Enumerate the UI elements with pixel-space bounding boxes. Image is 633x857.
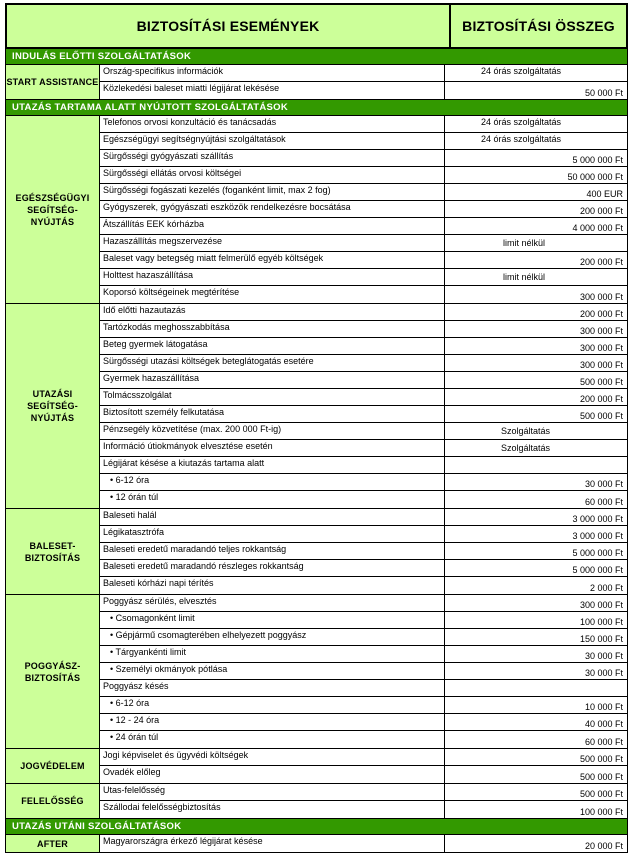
event-name: • 12 órán túl	[100, 491, 445, 508]
event-name: Baleseti kórházi napi térítés	[100, 577, 445, 594]
event-name: Gyermek hazaszállítása	[100, 372, 445, 388]
category-label: EGÉSZSÉGÜGYI SEGÍTSÉG-NYÚJTÁS	[6, 116, 100, 303]
table-row	[100, 577, 627, 594]
table-row	[100, 286, 627, 303]
event-name: • Csomagonként limit	[100, 612, 445, 628]
event-name: Baleset vagy betegség miatt felmerülő egyéb költségek	[100, 252, 445, 268]
table-row	[100, 440, 627, 457]
amount-value: 200 000 Ft	[579, 206, 623, 216]
table-row	[100, 749, 627, 766]
category-items	[100, 65, 627, 99]
table-row	[100, 218, 627, 235]
amount-value: 300 000 Ft	[579, 292, 623, 302]
table-row	[100, 474, 627, 491]
amount-value: 200 000 Ft	[579, 309, 623, 319]
amount-value: 5 000 000 Ft	[572, 548, 623, 558]
amount-value: 200 000 Ft	[579, 257, 623, 267]
table-row	[100, 663, 627, 680]
event-name: Utas-felelősség	[100, 784, 445, 800]
event-name: Egészségügyi segítségnyújtási szolgáltatások	[100, 133, 445, 149]
table-row	[100, 133, 627, 150]
amount-value	[445, 457, 627, 473]
event-name: Tolmácsszolgálat	[100, 389, 445, 405]
event-name: • 12 - 24 óra	[100, 714, 445, 730]
event-name: Telefonos orvosi konzultáció és tanácsadás	[100, 116, 445, 132]
event-name: • Tárgyankénti limit	[100, 646, 445, 662]
table-row	[100, 355, 627, 372]
event-name: Légikatasztrófa	[100, 526, 445, 542]
table-row	[100, 201, 627, 218]
table-body	[5, 49, 628, 853]
table-row	[100, 543, 627, 560]
category-items	[100, 749, 627, 783]
table-row	[100, 338, 627, 355]
amount-value: 500 000 Ft	[579, 772, 623, 782]
event-name: Jogi képviselet és ügyvédi költségek	[100, 749, 445, 765]
amount-value: 500 000 Ft	[579, 789, 623, 799]
amount-value: 150 000 Ft	[579, 634, 623, 644]
table-row	[100, 116, 627, 133]
category-group	[5, 65, 628, 100]
table-row	[100, 509, 627, 526]
event-name: Holttest hazaszállítása	[100, 269, 445, 285]
amount-value	[445, 680, 627, 696]
table-row	[100, 321, 627, 338]
amount-value: 100 000 Ft	[579, 617, 623, 627]
amount-value: 4 000 000 Ft	[572, 223, 623, 233]
event-name: Sürgősségi ellátás orvosi költségei	[100, 167, 445, 183]
event-name: Beteg gyermek látogatása	[100, 338, 445, 354]
event-name: Magyarországra érkező légijárat késése	[100, 835, 445, 852]
amount-value: 60 000 Ft	[584, 737, 623, 747]
table-row	[100, 82, 627, 99]
amount-value: 500 000 Ft	[579, 377, 623, 387]
event-name: • Személyi okmányok pótlása	[100, 663, 445, 679]
header-amount: BIZTOSÍTÁSI ÖSSZEG	[462, 18, 615, 34]
category-items	[100, 116, 627, 303]
table-row	[100, 457, 627, 474]
category-group	[5, 509, 628, 595]
table-row	[100, 423, 627, 440]
event-name: Sürgősségi utazási költségek beteglátogatás esetére	[100, 355, 445, 371]
table-row	[100, 184, 627, 201]
event-name: Pénzsegély közvetítése (max. 200 000 Ft-ig)	[100, 423, 445, 439]
table-row	[100, 269, 627, 286]
table-row	[100, 766, 627, 783]
table-row	[100, 731, 627, 748]
event-name: Ovadék előleg	[100, 766, 445, 783]
event-name: Idő előtti hazautazás	[100, 304, 445, 320]
event-name: • 6-12 óra	[100, 697, 445, 713]
category-group	[5, 749, 628, 784]
table-row	[100, 235, 627, 252]
table-row	[100, 629, 627, 646]
category-label: JOGVÉDELEM	[6, 749, 100, 783]
section-title: INDULÁS ELŐTTI SZOLGÁLTATÁSOK	[5, 49, 628, 65]
event-name: Tartózkodás meghosszabbítása	[100, 321, 445, 337]
amount-value: 300 000 Ft	[579, 600, 623, 610]
amount-value: 5 000 000 Ft	[572, 155, 623, 165]
event-name: Sürgősségi fogászati kezelés (foganként limit, max 2 fog)	[100, 184, 445, 200]
event-name: Koporsó költségeinek megtérítése	[100, 286, 445, 303]
category-label: BALESET-BIZTOSÍTÁS	[6, 509, 100, 594]
amount-value: 30 000 Ft	[584, 651, 623, 661]
amount-value: 24 órás szolgáltatás	[481, 134, 562, 144]
amount-value: 24 órás szolgáltatás	[481, 117, 562, 127]
amount-value: 50 000 000 Ft	[567, 172, 623, 182]
amount-value: 400 EUR	[586, 189, 623, 199]
table-row	[100, 526, 627, 543]
table-row	[100, 801, 627, 818]
amount-value: 500 000 Ft	[579, 411, 623, 421]
table-row	[100, 252, 627, 269]
insurance-table	[5, 3, 628, 853]
amount-value: limit nélkül	[503, 272, 546, 282]
amount-value: 50 000 Ft	[584, 88, 623, 98]
category-label: POGGYÁSZ-BIZTOSÍTÁS	[6, 595, 100, 748]
table-row	[100, 714, 627, 731]
table-row	[100, 65, 627, 82]
category-group	[5, 116, 628, 304]
event-name: Közlekedési baleset miatti légijárat lekésése	[100, 82, 445, 99]
event-name: Baleseti halál	[100, 509, 445, 525]
amount-value: 3 000 000 Ft	[572, 531, 623, 541]
table-row	[100, 406, 627, 423]
header-events: BIZTOSÍTÁSI ESEMÉNYEK	[7, 5, 451, 47]
category-label: START ASSISTANCE	[6, 65, 100, 99]
table-row	[100, 680, 627, 697]
category-label: AFTER	[6, 835, 100, 852]
table-row	[100, 697, 627, 714]
amount-value: 5 000 000 Ft	[572, 565, 623, 575]
table-header	[5, 3, 628, 49]
event-name: Baleseti eredetű maradandó teljes rokkantság	[100, 543, 445, 559]
table-row	[100, 150, 627, 167]
event-name: Sürgősségi gyógyászati szállítás	[100, 150, 445, 166]
amount-value: 300 000 Ft	[579, 326, 623, 336]
table-row	[100, 835, 627, 852]
table-row	[100, 491, 627, 508]
event-name: Poggyász sérülés, elvesztés	[100, 595, 445, 611]
amount-value: 300 000 Ft	[579, 360, 623, 370]
table-row	[100, 389, 627, 406]
amount-value: 10 000 Ft	[584, 702, 623, 712]
event-name: Szállodai felelősségbiztosítás	[100, 801, 445, 818]
category-group	[5, 595, 628, 749]
table-row	[100, 304, 627, 321]
table-row	[100, 167, 627, 184]
category-items	[100, 509, 627, 594]
event-name: Információ útiokmányok elvesztése esetén	[100, 440, 445, 456]
event-name: • 6-12 óra	[100, 474, 445, 490]
section-title: UTAZÁS TARTAMA ALATT NYÚJTOTT SZOLGÁLTATÁSOK	[5, 100, 628, 116]
amount-value: 3 000 000 Ft	[572, 514, 623, 524]
category-items	[100, 304, 627, 508]
table-row	[100, 612, 627, 629]
event-name: • 24 órán túl	[100, 731, 445, 748]
category-items	[100, 595, 627, 748]
event-name: Átszállítás EEK kórházba	[100, 218, 445, 234]
table-row	[100, 595, 627, 612]
amount-value: 30 000 Ft	[584, 668, 623, 678]
amount-value: 200 000 Ft	[579, 394, 623, 404]
table-row	[100, 646, 627, 663]
event-name: Hazaszállítás megszervezése	[100, 235, 445, 251]
event-name: Poggyász késés	[100, 680, 445, 696]
amount-value: 60 000 Ft	[584, 497, 623, 507]
category-items	[100, 784, 627, 818]
event-name: Légijárat késése a kiutazás tartama alatt	[100, 457, 445, 473]
amount-value: 2 000 Ft	[589, 583, 623, 593]
amount-value: limit nélkül	[503, 238, 546, 248]
category-items	[100, 835, 627, 852]
amount-value: 500 000 Ft	[579, 754, 623, 764]
category-group	[5, 784, 628, 819]
category-label: UTAZÁSI SEGÍTSÉG-NYÚJTÁS	[6, 304, 100, 508]
amount-value: 100 000 Ft	[579, 807, 623, 817]
amount-value: 40 000 Ft	[584, 719, 623, 729]
amount-value: 20 000 Ft	[584, 841, 623, 851]
amount-value: 300 000 Ft	[579, 343, 623, 353]
event-name: Biztosított személy felkutatása	[100, 406, 445, 422]
event-name: Baleseti eredetű maradandó részleges rokkantság	[100, 560, 445, 576]
amount-value: Szolgáltatás	[501, 443, 551, 453]
event-name: • Gépjármű csomagterében elhelyezett poggyász	[100, 629, 445, 645]
table-row	[100, 372, 627, 389]
amount-value: 30 000 Ft	[584, 479, 623, 489]
category-group	[5, 835, 628, 853]
category-label: FELELŐSSÉG	[6, 784, 100, 818]
event-name: Gyógyszerek, gyógyászati eszközök rendelkezésre bocsátása	[100, 201, 445, 217]
amount-value: Szolgáltatás	[501, 426, 551, 436]
amount-value: 24 órás szolgáltatás	[481, 66, 562, 76]
category-group	[5, 304, 628, 509]
table-row	[100, 560, 627, 577]
section-title: UTAZÁS UTÁNI SZOLGÁLTATÁSOK	[5, 819, 628, 835]
table-row	[100, 784, 627, 801]
event-name: Ország-specifikus információk	[100, 65, 445, 81]
